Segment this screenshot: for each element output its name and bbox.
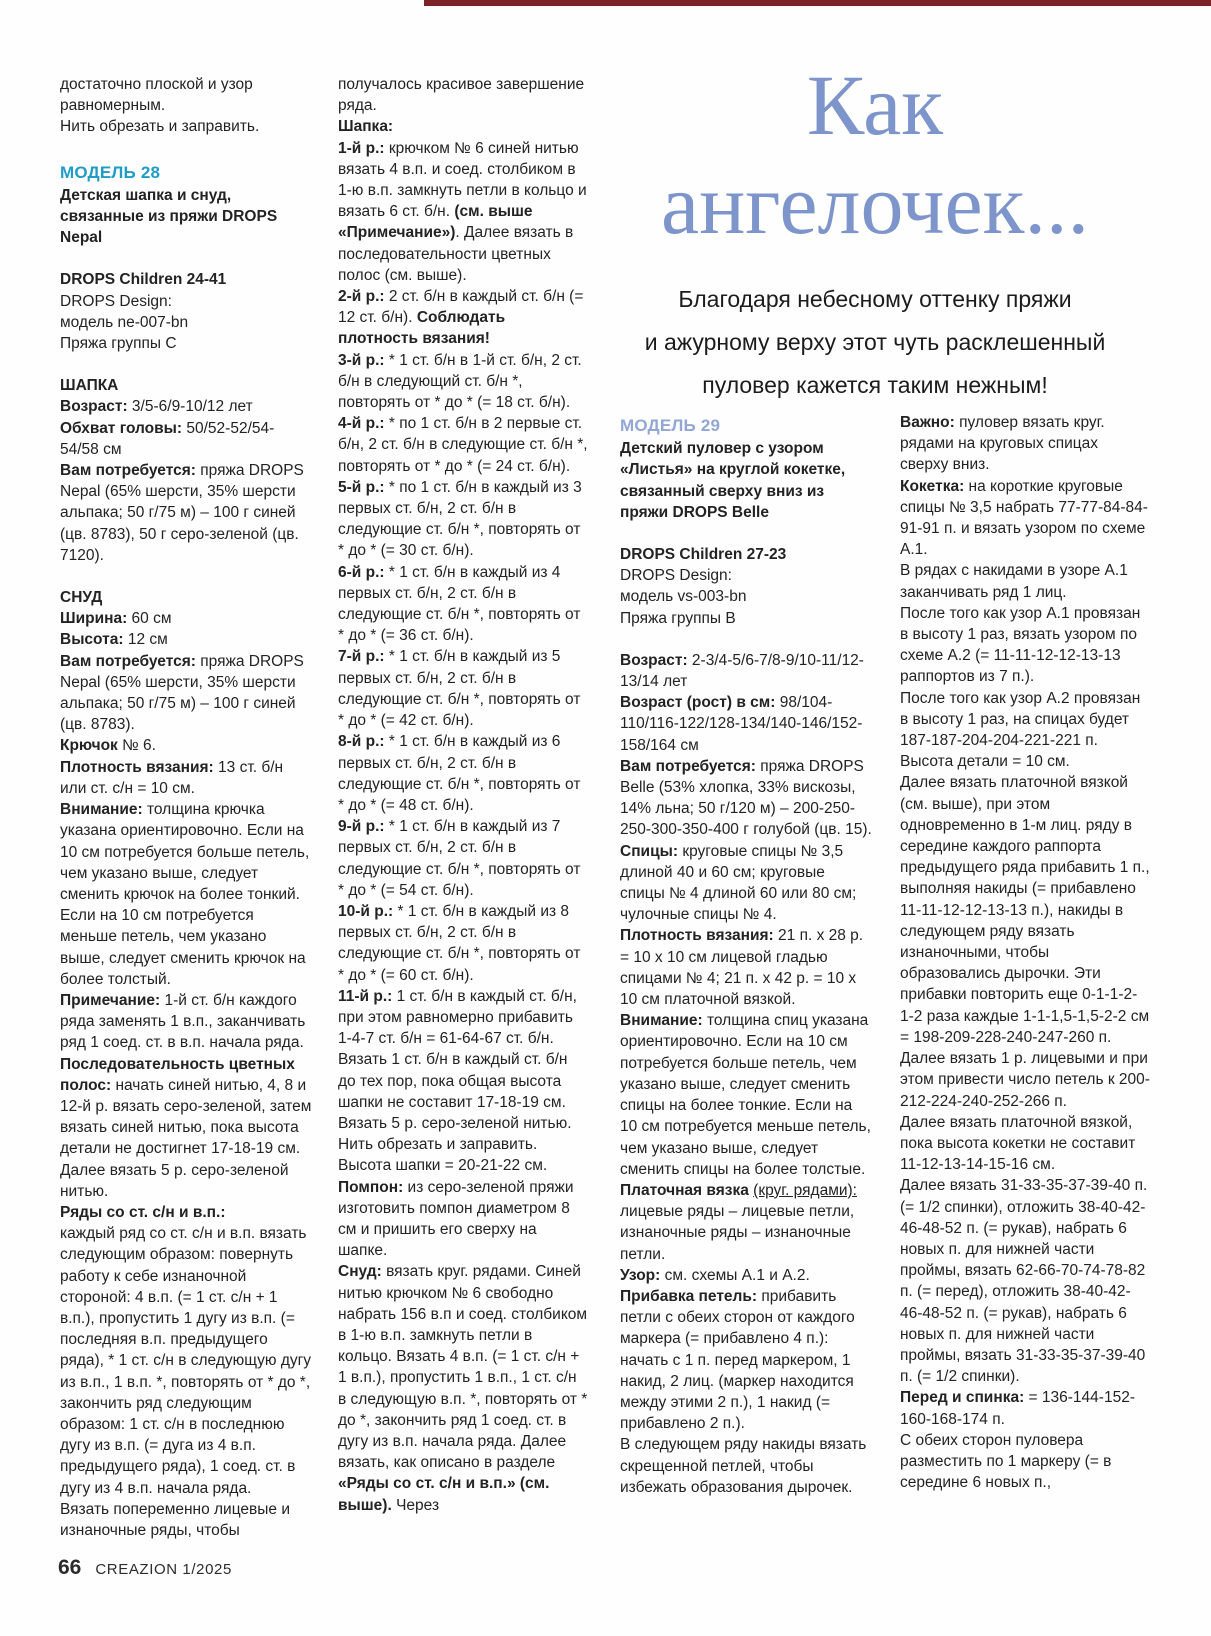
body-text: 98/104-110/116-122/128-134/140-146/152-158/164 см [620,694,863,754]
paragraph [338,350,588,414]
body-text: каждый ряд со ст. с/н и в.п. вязать следующим образом: повернуть работу к себе изнаночной стороной: 4 в.п. (= 1 ст. с/н + 1 в.п.), пропустить 1 дугу из в.п. (= последняя в.п. предыдущего ряда), * 1 ст. с/н в следующую дугу из в.п., 1 в.п. *, повторять от * до *, закончить ряд следующим образом: 1 ст. с/н в последнюю дугу из в.п. (= дуга из 4 в.п. предыдущего ряда), 1 соед. ст. в дугу из 4 в.п. начала ряда. [60,1225,312,1497]
feature-subtitle [565,278,1185,407]
paragraph [338,74,588,116]
bold-text: 7-й р.: [338,648,385,666]
bold-text: Прибавка петель: [620,1287,758,1305]
paragraph [620,841,872,926]
paragraph [60,185,312,249]
bold-text: Высота: [60,631,124,649]
paragraph [60,1054,312,1160]
paragraph [60,629,312,650]
paragraph-gap [620,629,872,650]
paragraph [60,735,312,756]
bold-text: Возраст: [60,398,128,416]
body-text: крючком № 6 синей нитью вязать 4 в.п. и соед. столбиком в 1-ю в.п. замкнуть петли в кольцо и вязать 6 ст. б/н. [338,139,587,221]
feature-title [575,56,1175,254]
body-text: В следующем ряду накиды вязать скрещенной петлей, чтобы избежать образования дырочек. [620,1436,867,1496]
body-text: начать синей нитью, 4, 8 и 12-й р. вязать серо-зеленой, затем вязать синей нитью, пока высота детали не достигнет 17-18-19 см. [60,1076,312,1158]
bold-text: 10-й р.: [338,902,394,920]
bold-text: Плотность вязания: [60,758,214,776]
paragraph [338,413,588,477]
paragraph [60,651,312,736]
paragraph [620,1434,872,1498]
bold-text: «Ряды со ст. с/н и в.п.» (см. выше). [338,1475,550,1514]
body-text: Далее вязать 1 р. лицевыми и при этом привести число петель к 200-212-224-240-252-266 п. [900,1050,1150,1110]
bold-text: Снуд: [338,1263,382,1281]
bold-text: Плотность вязания: [620,927,774,945]
body-text: С обеих сторон пуловера разместить по 1 маркеру (= в середине 6 новых п., [900,1431,1112,1492]
body-text: круговые спицы № 3,5 длиной 40 и 60 см; круговые спицы № 4 длиной 60 или 80 см; чулочные спицы № 4. [620,842,857,924]
body-text: * по 1 ст. б/н в каждый из 3 первых ст. б/н, 2 ст. б/н в следующие ст. б/н *, повторять от * до * (= 30 ст. б/н). [338,478,582,560]
body-text: толщина спиц указана ориентировочно. Если на 10 см потребуется больше петель, чем указано выше, следует сменить спицы на более тонкие. Если на 10 см потребуется меньше петель, чем указано выше, следует сменить спицы на более толстые. [620,1012,871,1178]
paragraph [60,608,312,629]
paragraph [620,438,872,523]
paragraph [60,587,312,608]
paragraph [60,460,312,566]
paragraph [900,772,1150,1048]
paragraph [338,116,588,137]
bold-text: Ряды со ст. с/н и в.п.: [60,1203,226,1221]
body-text: * 1 ст. б/н в каждый из 6 первых ст. б/н, 2 ст. б/н в следующие ст. б/н *, повторять от * до * (= 48 ст. б/н). [338,733,581,814]
feature-title-line: ангелочек... [661,156,1089,252]
body-text: пряжа DROPS Belle (53% хлопка, 33% вискозы, 14% льна; 50 г/120 м) – 200-250-250-300-350-400 г голубой (цв. 15). [620,757,872,839]
paragraph [338,1261,588,1515]
body-text: прибавить петли с обеих сторон от каждого маркера (= прибавлено 4 п.): начать с 1 п. перед маркером, 1 накид, 2 лиц. (маркер находится между этими 2 п.), 1 накид (= прибавлено 2 п.). [620,1287,855,1433]
page-top-edge-strip [424,0,1211,6]
body-text: * 1 ст. б/н в каждый из 5 первых ст. б/н, 2 ст. б/н в следующие ст. б/н *, повторять от * до * (= 42 ст. б/н). [338,648,581,730]
body-text: 2-3/4-5/6-7/8-9/10-11/12-13/14 лет [620,651,864,691]
feature-subtitle-line: Благодаря небесному оттенку пряжи [678,286,1072,312]
paragraph [60,74,312,116]
body-text: 1-й ст. б/н каждого ряда заменять 1 в.п., заканчивать ряд 1 соед. ст. в в.п. начала ряда. [60,991,306,1052]
body-text: * по 1 ст. б/н в 2 первые ст. б/н, 2 ст. б/н в следующие ст. б/н *, повторять от * до * (= 24 ст. б/н). [338,415,588,475]
paragraph [620,544,872,565]
body-text: достаточно плоской и узор равномерным. [60,76,253,115]
feature-subtitle-line: пуловер кажется таким нежным! [702,372,1048,398]
paragraph [900,1175,1150,1387]
paragraph [60,396,312,417]
body-text: Далее вязать 31-33-35-37-39-40 п. (= 1/2 спинки), отложить 38-40-42-46-48-52 п. (= рукав), набрать 6 новых п. для нижней части проймы, вязать 62-66-70-74-78-82 п. (= перед), отложить 38-40-42-46-48-52 п. (= рукав), набрать 6 новых п. для нижней части проймы, вязать 31-33-35-37-39-40 п. (= 1/2 спинки). [900,1177,1148,1386]
paragraph [60,1223,312,1499]
body-text: DROPS Design: [60,292,172,310]
paragraph [620,925,872,1010]
bold-text: Крючок [60,737,118,755]
paragraph [900,476,1150,561]
bold-text: Ширина: [60,610,128,628]
text-column-1 [60,74,312,1541]
paragraph [338,477,588,562]
bold-text: 9-й р.: [338,818,385,836]
paragraph [338,986,588,1050]
paragraph [620,692,872,756]
bold-text: Последовательность цветных полос: [60,1055,295,1094]
paragraph [620,586,872,607]
paragraph [60,1160,312,1202]
bold-text: 8-й р.: [338,733,385,751]
bold-text: Платочная вязка [620,1181,749,1199]
paragraph [620,650,872,692]
paragraph [60,116,312,137]
paragraph [60,291,312,312]
text-column-4 [900,412,1150,1493]
paragraph [60,1499,312,1541]
bold-text: DROPS Children 27-23 [620,546,787,564]
paragraph [338,286,588,350]
bold-text: Примечание: [60,991,161,1009]
paragraph [620,1265,872,1286]
body-text: из серо-зеленой пряжи изготовить помпон диаметром 8 см и пришить его сверху на шапке. [338,1178,574,1260]
body-text: 2 ст. б/н в каждый ст. б/н (= 12 ст. б/н). [338,288,584,327]
paragraph [338,731,588,816]
underlined-text: (круг. рядами): [753,1181,857,1199]
body-text: пряжа DROPS Nepal (65% шерсти, 35% шерсти альпака; 50 г/75 м) – 100 г синей (цв. 8783). [60,652,304,734]
body-text: пуловер вязать круг. рядами на круговых спицах сверху вниз. [900,414,1105,474]
body-text: 60 см [127,610,172,628]
body-text: см. схемы А.1 и А.2. [660,1266,810,1284]
bold-text: Детский пуловер с узором «Листья» на круглой кокетке, связанный сверху вниз из пряжи DROPS Belle [620,440,846,521]
body-text: № 6. [117,737,156,755]
bold-text: Обхват головы: [60,419,183,437]
body-text: 3/5-6/9-10/12 лет [127,398,253,416]
feature-title-line: Как [806,57,944,153]
paragraph-gap [60,138,312,159]
body-text: После того как узор А.2 провязан в высоту 1 раз, на спицах будет 187-187-204-204-221-221 п. Высота детали = 10 см. [900,689,1141,771]
paragraph [338,138,588,286]
body-text: Вязать попеременно лицевые и изнаночные ряды, чтобы [60,1500,291,1539]
page-number: 66 [58,1556,82,1579]
magazine-name: CREAZION 1/2025 [95,1561,232,1578]
paragraph [338,1177,588,1262]
paragraph [60,990,312,1054]
text-column-3 [620,412,872,1498]
body-text: * 1 ст. б/н в каждый из 4 первых ст. б/н, 2 ст. б/н в следующие ст. б/н *, повторять от * до * (= 36 ст. б/н). [338,563,581,645]
body-text: 50/52-52/54-54/58 см [60,419,275,458]
body-text: * 1 ст. б/н в каждый из 8 первых ст. б/н, 2 ст. б/н в следующие ст. б/н *, повторять от * до * (= 60 ст. б/н). [338,902,581,984]
paragraph [338,901,588,986]
paragraph-gap [60,354,312,375]
bold-text: Спицы: [620,842,679,860]
bold-text: Помпон: [338,1178,404,1196]
paragraph [620,1180,872,1265]
paragraph [900,560,1150,602]
paragraph [60,1202,312,1223]
body-text: 21 п. х 28 р. = 10 х 10 см лицевой гладью спицами № 4; 21 п. х 42 р. = 10 х 10 см платочной вязкой. [620,927,864,1009]
body-text: Далее вязать 5 р. серо-зеленой нитью. [60,1161,289,1200]
body-text: Далее вязать платочной вязкой (см. выше), при этом одновременно в 1-м лиц. ряду в середине каждого раппорта предыдущего ряда прибавить 1 п., выполняя накиды (= прибавлено 11-11-12-12-13-13 п.), накиды в следующем ряду вязать изнаночными, чтобы образовались дырочки. Эти прибавки повторить еще 0-1-1-2-1-2 раза каждые 1-1-1,5-1,5-2-2 см = 198-209-228-240-247-260 п. [900,774,1150,1046]
paragraph [338,646,588,731]
bold-text: 2-й р.: [338,288,385,306]
body-text: . Далее вязать в последовательности цветных полос (см. выше). [338,224,574,284]
paragraph [60,418,312,460]
paragraph [900,412,1150,476]
feature-subtitle-line: и ажурному верху этот чуть расклешенный [644,329,1106,355]
body-text: После того как узор А.1 провязан в высоту 1 раз, вязать узором по схеме А.2 (= 11-11-12-12-13-13 раппортов из 7 п.). [900,604,1141,686]
paragraph-gap [620,523,872,544]
body-text: 1 ст. б/н в каждый ст. б/н, при этом равномерно прибавить 1-4-7 ст. б/н = 61-64-67 ст. б/н. [338,987,577,1048]
body-text: Пряжа группы B [620,609,736,627]
bold-text: Возраст: [620,651,688,669]
paragraph [60,333,312,354]
bold-text: Узор: [620,1266,661,1284]
paragraph [60,312,312,333]
paragraph-gap [60,248,312,269]
bold-text: Важно: [900,414,955,431]
text-column-2 [338,74,588,1516]
paragraph [900,1112,1150,1176]
paragraph [620,1286,872,1434]
bold-text: Детская шапка и снуд, связанные из пряжи DROPS Nepal [60,186,278,247]
bold-text: СНУД [60,589,103,607]
paragraph-gap [60,566,312,587]
bold-text: Внимание: [60,801,143,819]
body-text: В рядах с накидами в узоре А.1 заканчивать ряд 1 лиц. [900,562,1128,601]
bold-text: 1-й р.: [338,139,385,157]
paragraph [338,1049,588,1176]
bold-text: Шапка: [338,118,394,136]
paragraph [60,375,312,396]
paragraph [900,1387,1150,1429]
page-footer [58,1556,232,1580]
paragraph [900,1430,1150,1494]
model-heading: МОДЕЛЬ 29 [620,416,721,435]
bold-text: ШАПКА [60,377,119,395]
bold-text: Вам потребуется: [620,757,756,775]
body-text: Вязать 1 ст. б/н в каждый ст. б/н до тех пор, пока общая высота шапки не составит 17-18-19 см. Вязать 5 р. серо-зеленой нитью. Нить обрезать и заправить. Высота шапки = 20-21-22 см. [338,1051,572,1175]
body-text: DROPS Design: [620,567,732,585]
body-text: лицевые ряды – лицевые петли, изнаночные ряды – изнаночные петли. [620,1203,855,1263]
paragraph [338,816,588,901]
bold-text: Вам потребуется: [60,462,196,480]
body-text: на короткие круговые спицы № 3,5 набрать 77-77-84-84-91-91 п. и вязать узором по схеме А.1. [900,477,1148,559]
paragraph [900,1048,1150,1112]
paragraph [620,756,872,841]
body-text: получалось красивое завершение ряда. [338,76,585,115]
bold-text: 11-й р.: [338,987,393,1005]
body-text: толщина крючка указана ориентировочно. Если на 10 см потребуется больше петель, чем указано выше, следует сменить крючок на более тонкий. Если на 10 см потребуется меньше петель, чем указано выше, следует сменить крючок на более толстый. [60,801,310,988]
paragraph [900,688,1150,773]
paragraph [620,565,872,586]
body-text: = 136-144-152-160-168-174 п. [900,1389,1135,1428]
paragraph [338,562,588,647]
bold-text: DROPS Children 24-41 [60,271,227,289]
paragraph [60,269,312,290]
bold-text: 6-й р.: [338,563,385,581]
body-text: 12 см [123,631,168,649]
body-text: вязать круг. рядами. Синей нитью крючком № 6 свободно набрать 156 в.п и соед. столбиком в 1-ю в.п. замкнуть петли в кольцо. Вязать 4 в.п. (= 1 ст. с/н + 1 в.п.), пропустить 1 в.п., 1 ст. с/н в следующую в.п. *, повторять от * до *, закончить ряд 1 соед. ст. в дугу из в.п. начала ряда. Далее вязать, как описано в разделе [338,1263,588,1472]
paragraph [60,757,312,799]
body-text: модель vs-003-bn [620,588,747,606]
bold-text: (см. выше «Примечание») [338,203,533,242]
bold-text: 4-й р.: [338,415,385,433]
paragraph [620,608,872,629]
body-text: * 1 ст. б/н в 1-й ст. б/н, 2 ст. б/н в следующий ст. б/н *, повторять от * до * (= 18 ст. б/н). [338,351,582,412]
bold-text: Кокетка: [900,477,965,495]
bold-text: Соблюдать плотность вязания! [338,309,506,348]
bold-text: 5-й р.: [338,478,385,496]
paragraph [900,603,1150,688]
bold-text: 3-й р.: [338,351,385,369]
body-text: модель ne-007-bn [60,313,189,331]
bold-text: Внимание: [620,1012,703,1030]
body-text: пряжа DROPS Nepal (65% шерсти, 35% шерсти альпака; 50 г/75 м) – 100 г синей (цв. 8783), 50 г серо-зеленой (цв. 7120). [60,462,304,564]
body-text: Нить обрезать и заправить. [60,118,260,136]
bold-text: Перед и спинка: [900,1389,1025,1407]
bold-text: Вам потребуется: [60,652,196,670]
body-text: Через [391,1496,440,1514]
body-text: Пряжа группы C [60,335,177,353]
bold-text: Возраст (рост) в см: [620,694,776,712]
paragraph [60,799,312,990]
body-text: 13 ст. б/н или ст. с/н = 10 см. [60,758,284,797]
body-text: Далее вязать платочной вязкой, пока высота кокетки не составит 11-12-13-14-15-16 см. [900,1113,1136,1174]
model-heading: МОДЕЛЬ 28 [60,162,161,182]
paragraph [620,1010,872,1180]
body-text: * 1 ст. б/н в каждый из 7 первых ст. б/н, 2 ст. б/н в следующие ст. б/н *, повторять от * до * (= 54 ст. б/н). [338,818,581,899]
